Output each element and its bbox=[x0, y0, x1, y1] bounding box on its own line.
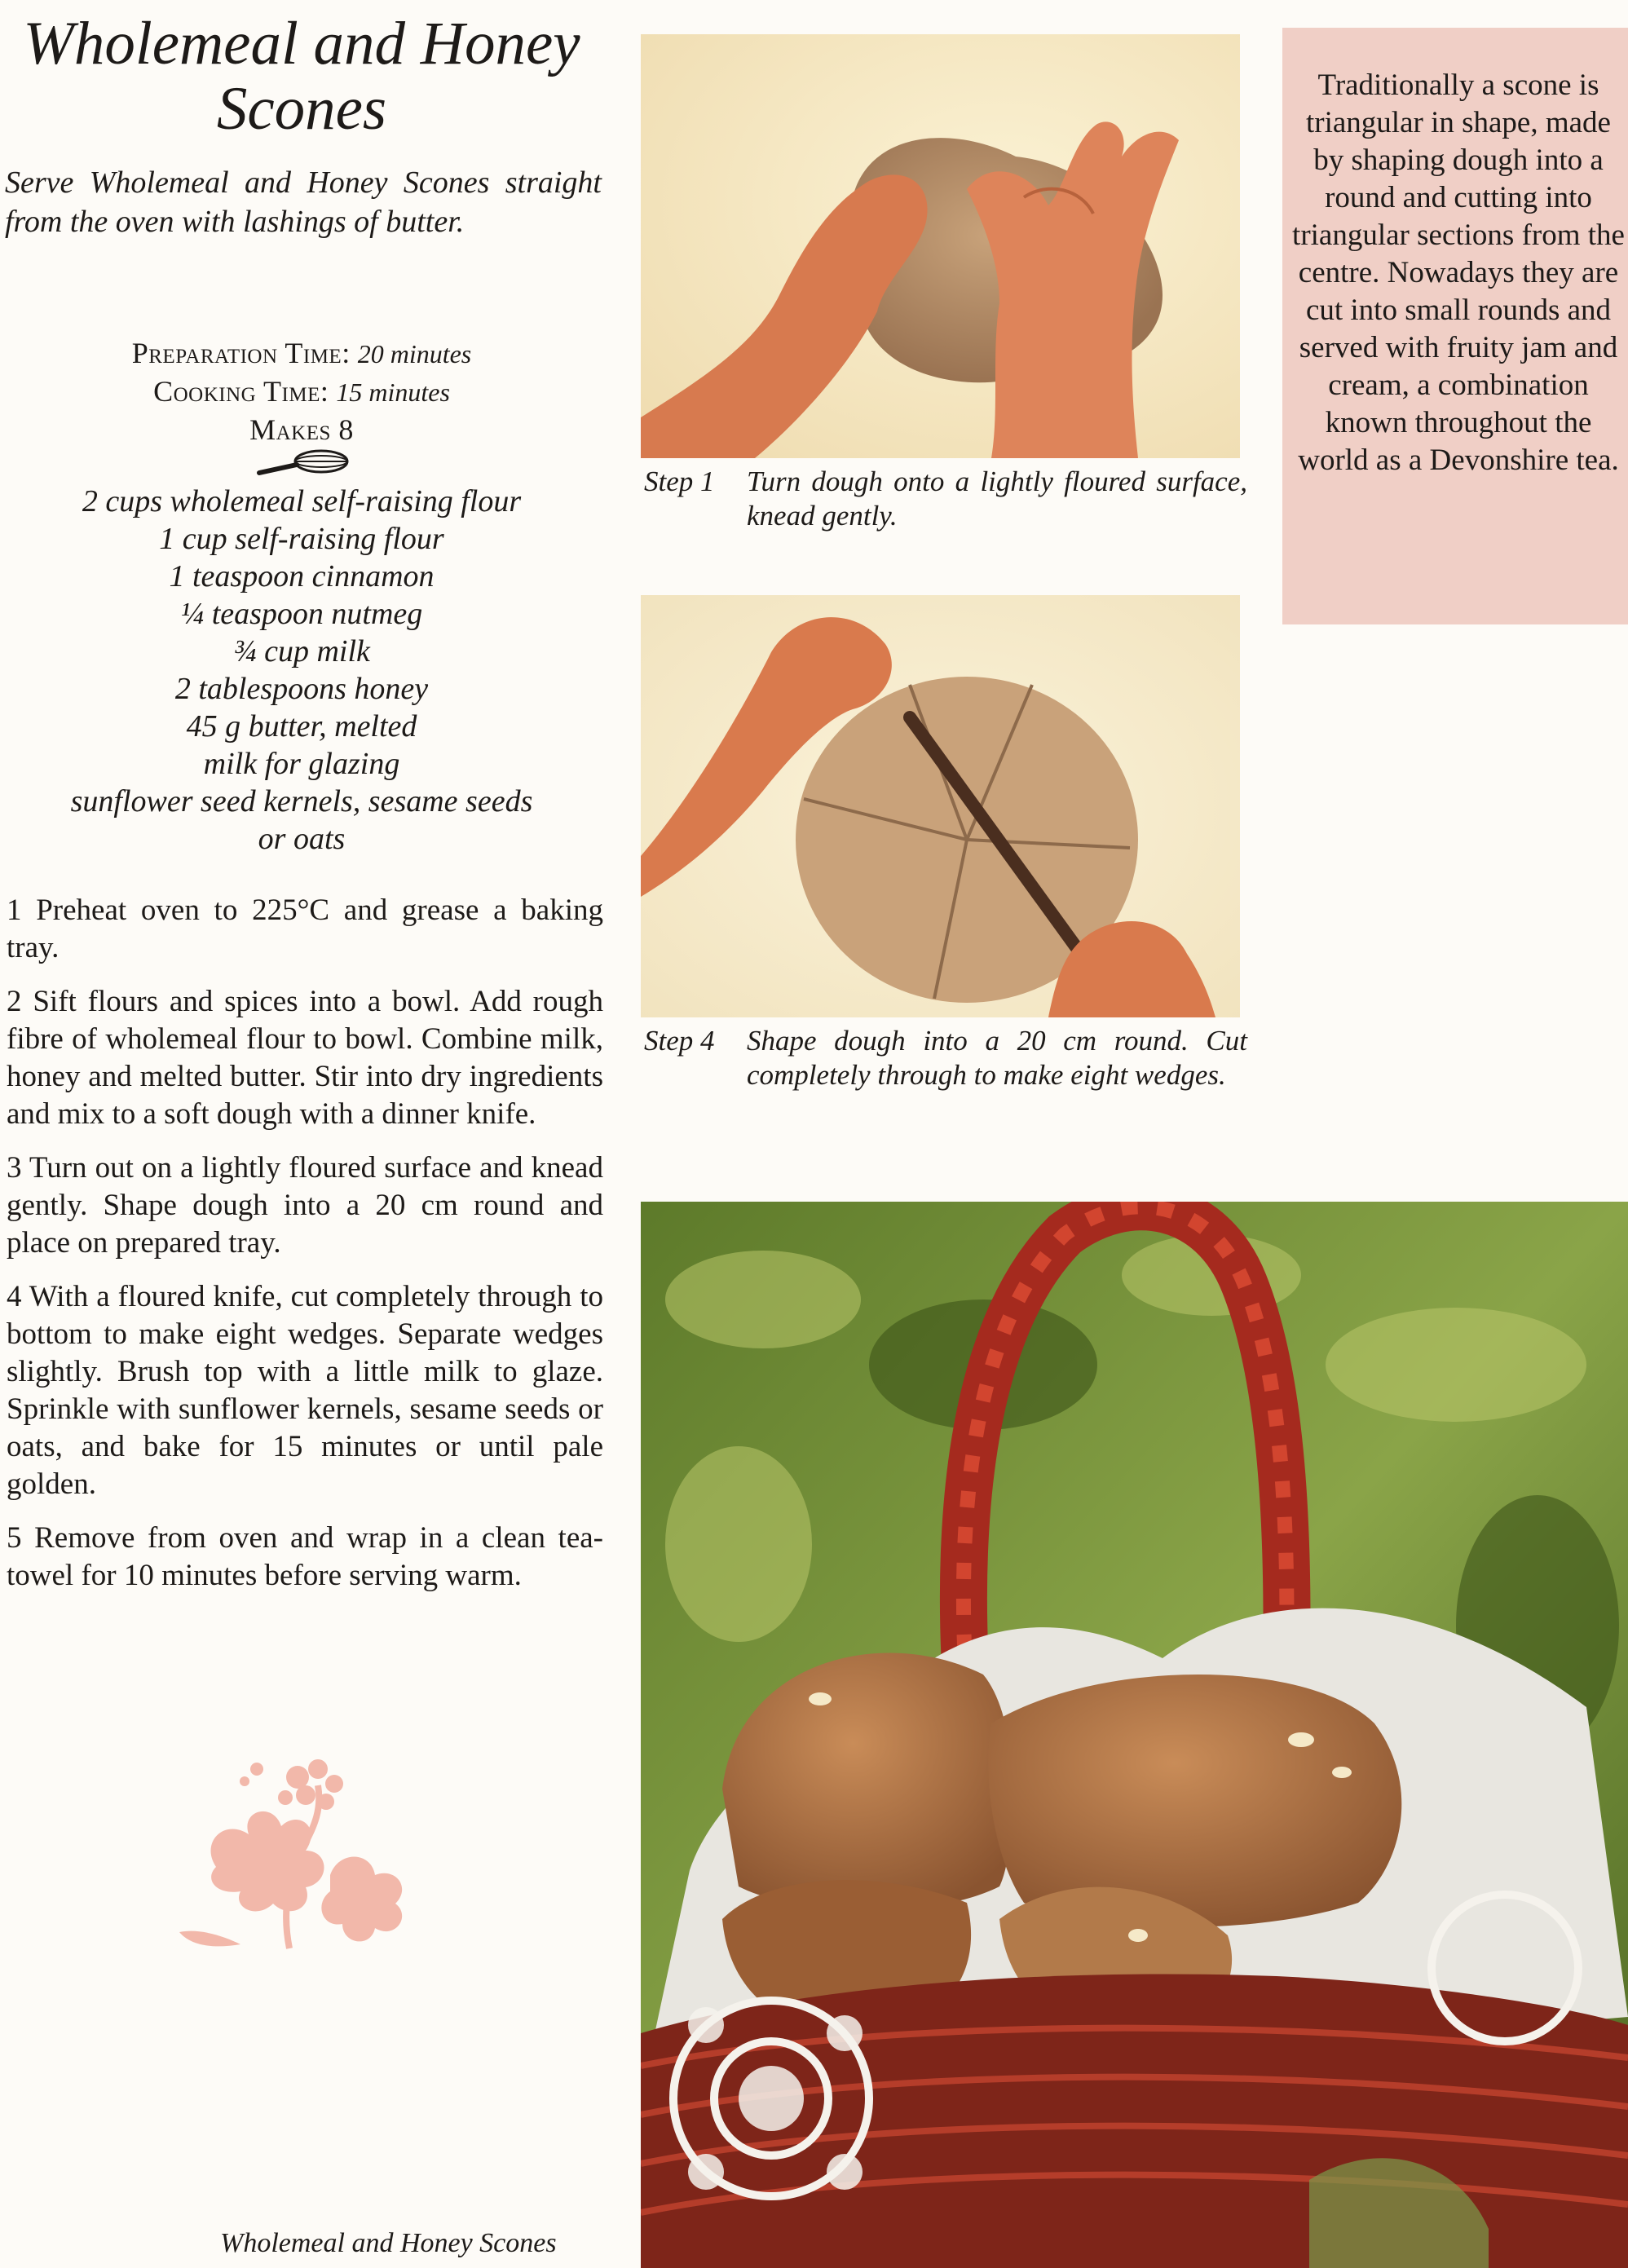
cook-time-label: Cooking Time: bbox=[153, 375, 329, 408]
prep-time-label: Preparation Time: bbox=[131, 337, 351, 369]
recipe-intro: Serve Wholemeal and Honey Scones straight from the oven with lashings of butter. bbox=[5, 165, 602, 239]
recipe-meta bbox=[0, 334, 603, 448]
photo-cutting-wedges bbox=[641, 595, 1240, 1017]
method-step-number: 5 bbox=[7, 1521, 22, 1555]
method-step-text: Remove from oven and wrap in a clean tea-towel for 10 minutes before serving warm. bbox=[7, 1521, 604, 1592]
method-step bbox=[7, 983, 603, 1133]
photo-scones-basket bbox=[641, 1202, 1628, 2268]
ingredient-item: 2 tablespoons honey bbox=[174, 672, 429, 706]
ingredient-item: ¾ cup milk bbox=[233, 634, 370, 668]
step-4-text: Shape dough into a 20 cm round. Cut completely through to make eight wedges. bbox=[747, 1025, 1247, 1091]
ingredients-list bbox=[0, 483, 603, 858]
method-step-text: Preheat oven to 225°C and grease a baking tray. bbox=[7, 894, 603, 964]
method-step-number: 3 bbox=[7, 1151, 22, 1185]
recipe-title bbox=[0, 11, 603, 142]
method-step-text: With a floured knife, cut completely through to bottom to make eight wedges. Separate wedges slightly. Brush top with a little milk to glaze. Sprinkle with sunflower kernels, sesame seeds or oats, and bake for 15 minutes or until pale golden. bbox=[7, 1280, 603, 1501]
makes-count: Makes 8 bbox=[249, 413, 354, 446]
ingredient-item: 2 cups wholemeal self-raising flour bbox=[82, 484, 522, 518]
method-step-number: 1 bbox=[7, 894, 22, 927]
main-photo-caption: Wholemeal and Honey Scones bbox=[220, 2228, 557, 2258]
sidebar-text: Traditionally a scone is triangular in shape, made by shaping dough into a round and cutting into triangular sections from the centre. Nowadays they are cut into small rounds and served with fruity jam and cream, a combination known throughout the world as a Devonshire tea. bbox=[1292, 68, 1625, 477]
step-4-caption bbox=[644, 1024, 1247, 1138]
method-step bbox=[7, 892, 603, 967]
prep-time-value: 20 minutes bbox=[357, 339, 472, 368]
method-step-text: Sift flours and spices into a bowl. Add rough fibre of wholemeal flour to bowl. Combine milk, honey and melted butter. Stir into dry ingredients and mix to a soft dough with a dinner knife. bbox=[7, 985, 604, 1131]
method-steps bbox=[7, 892, 603, 1611]
method-step bbox=[7, 1149, 603, 1262]
ingredient-item: or oats bbox=[258, 822, 346, 856]
title-line-1: Wholemeal and Honey bbox=[23, 10, 580, 77]
photo-kneading-dough bbox=[641, 34, 1240, 458]
ingredient-item: 1 cup self-raising flour bbox=[159, 522, 444, 556]
method-step-number: 2 bbox=[7, 985, 22, 1018]
ingredient-item: 1 teaspoon cinnamon bbox=[169, 559, 435, 593]
cook-time-value: 15 minutes bbox=[336, 377, 450, 407]
step-1-text: Turn dough onto a lightly floured surface, knead gently. bbox=[747, 466, 1247, 532]
step-1-caption bbox=[644, 465, 1247, 546]
method-step-number: 4 bbox=[7, 1280, 22, 1313]
step-1-label: Step 1 bbox=[644, 466, 715, 497]
whisk-icon bbox=[254, 445, 352, 483]
method-step-text: Turn out on a lightly floured surface and knead gently. Shape dough into a 20 cm round and place on prepared tray. bbox=[7, 1151, 603, 1260]
method-step bbox=[7, 1520, 603, 1595]
title-line-2: Scones bbox=[216, 75, 387, 143]
ingredient-item: 45 g butter, melted bbox=[186, 709, 417, 743]
step-4-label: Step 4 bbox=[644, 1025, 715, 1057]
prep-time bbox=[0, 334, 603, 373]
ingredient-item: milk for glazing bbox=[203, 747, 400, 781]
floral-flourish-icon bbox=[167, 1745, 428, 1957]
cook-time bbox=[0, 373, 603, 411]
ingredient-item: ¼ teaspoon nutmeg bbox=[180, 597, 423, 631]
method-step bbox=[7, 1278, 603, 1503]
ingredient-item: sunflower seed kernels, sesame seeds bbox=[70, 784, 533, 819]
